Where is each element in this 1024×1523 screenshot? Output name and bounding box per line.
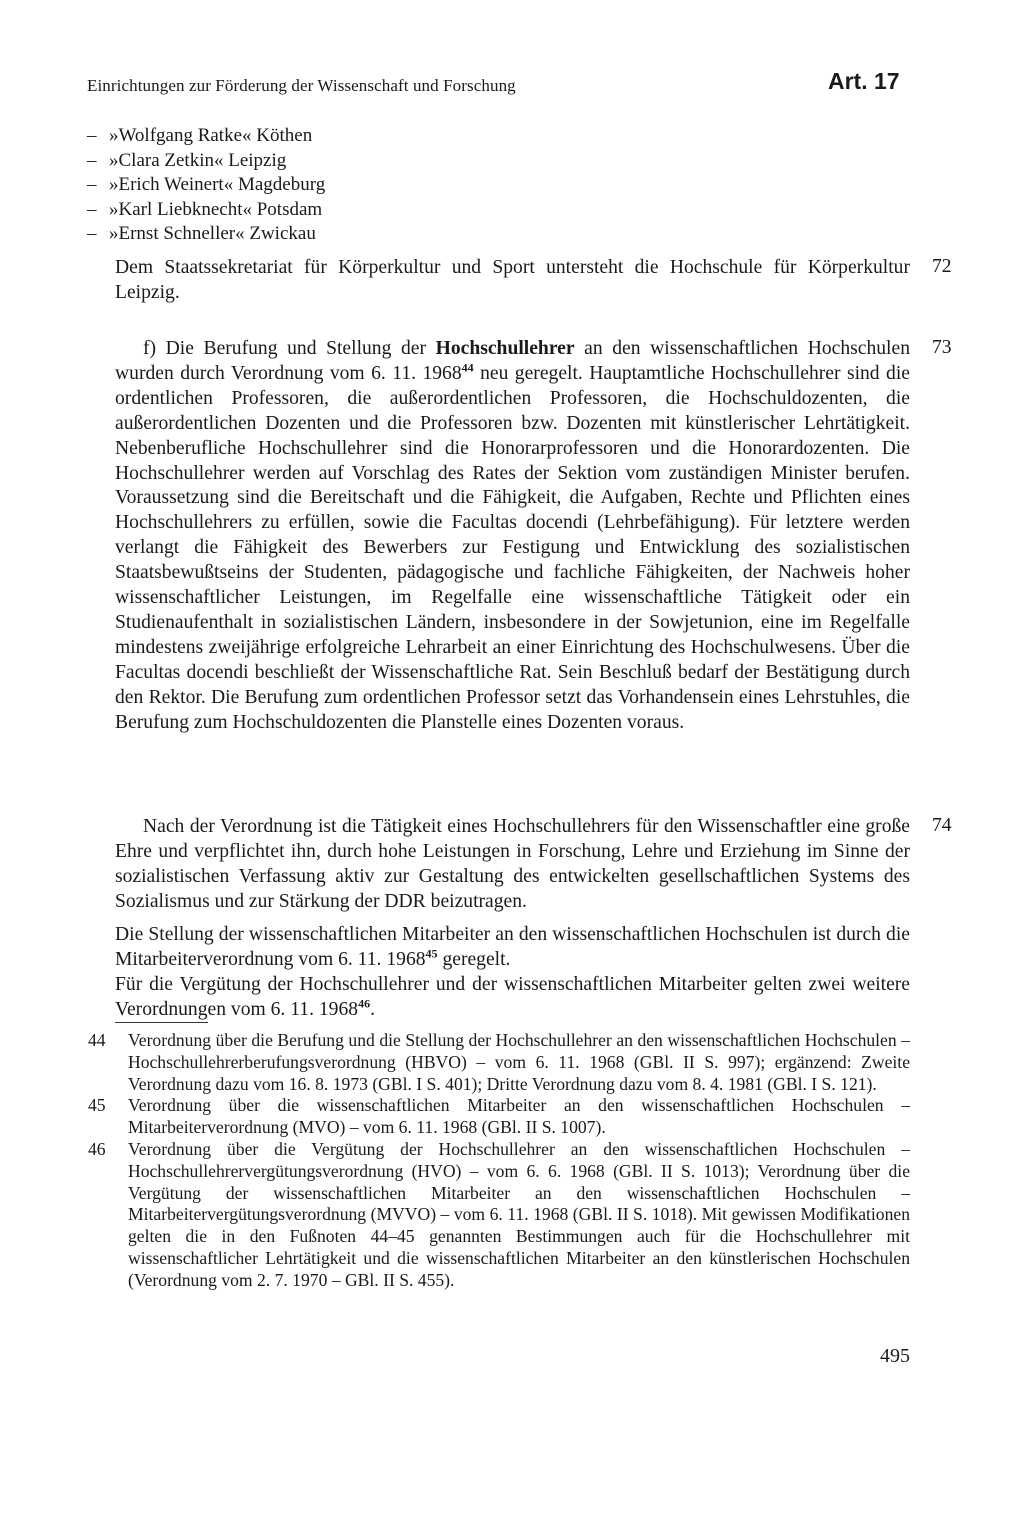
paragraph-mitarbeiter-text-b: geregelt. bbox=[437, 948, 511, 970]
list-item-text: »Erich Weinert« Magdeburg bbox=[109, 174, 326, 195]
list-item bbox=[87, 149, 325, 174]
footnote-46 bbox=[88, 1139, 910, 1292]
paragraph-verguetung-text-b: . bbox=[370, 998, 375, 1020]
list-dash: – bbox=[87, 149, 97, 171]
running-header: Einrichtungen zur Förderung der Wissenschaft und Forschung bbox=[87, 76, 516, 95]
paragraph-verguetung bbox=[115, 973, 910, 1023]
list-dash: – bbox=[87, 174, 97, 195]
paragraph-73-text-a: an den wissenschaftlichen Hochschulen wurden durch Verordnung vom 6. 11. 1968 bbox=[115, 338, 910, 384]
list-item-text: »Wolfgang Ratke« Köthen bbox=[109, 125, 313, 146]
paragraph-72: Dem Staatssekretariat für Körperkultur und Sport untersteht die Hochschule für Körperkultur Leipzig. bbox=[115, 257, 910, 303]
footnote-number: 44 bbox=[88, 1030, 106, 1050]
paragraph-mitarbeiter-text-a: Die Stellung der wissenschaftlichen Mitarbeiter an den wissenschaftlichen Hochschulen ist durch die Mitarbeiterverordnung vom 6. 11. 1968 bbox=[115, 924, 910, 970]
paragraph-74: Nach der Verordnung ist die Tätigkeit eines Hochschullehrers für den Wissenschaftler eine große Ehre und verpflichtet ihn, durch hohe Leistungen in Forschung, Lehre und Erziehung im Sinne der sozialistischen Verfassung aktiv zur Gestaltung des entwickelten gesellschaftlichen Systems des Sozialismus und zur Stärkung der DDR beizutragen. bbox=[115, 816, 910, 912]
list-item bbox=[87, 198, 325, 223]
margin-number-74: 74 bbox=[932, 815, 952, 836]
list-dash: – bbox=[87, 223, 97, 244]
footnote-text: Verordnung über die Vergütung der Hochschullehrer an den wissenschaftlichen Hochschulen – Hochschullehrervergütungsverordnung (HVO) – vom 6. 6. 1968 (GBl. II S. 1013); Verordnung über die Vergütung der wissenschaftlichen Mitarbeiter an den wissenschaftlichen Hochschulen – Mitarbeitervergütungsverordnung (MVVO) – vom 6. 11. 1968 (GBl. II S. 1018). Mit gewissen Modifikationen gelten die in den Fußnoten 44–45 genannten Bestimmungen auch für die Hochschullehrer mit wissenschaftlicher Lehrtätigkeit und die wissenschaftlichen Mitarbeiter an den künstlerischen Hochschulen (Verordnung vom 2. 7. 1970 – GBl. II S. 455). bbox=[128, 1138, 910, 1290]
paragraph-verguetung-text-a: Für die Vergütung der Hochschullehrer und der wissenschaftlichen Mitarbeiter gelten zwei weitere Verordnungen vom 6. 11. 1968 bbox=[115, 974, 910, 1020]
margin-number-73: 73 bbox=[932, 337, 952, 358]
keyword-hochschullehrer: Hochschullehrer bbox=[435, 338, 575, 359]
footnote-ref-46: 46 bbox=[358, 996, 371, 1011]
paragraph-mitarbeiter bbox=[115, 923, 910, 973]
institution-list bbox=[87, 124, 325, 247]
list-dash: – bbox=[87, 198, 97, 220]
page-number: 495 bbox=[880, 1345, 910, 1367]
footnote-separator bbox=[115, 1022, 208, 1023]
footnote-ref-44: 44 bbox=[461, 360, 474, 375]
footnotes bbox=[88, 1030, 910, 1292]
paragraph-73 bbox=[115, 337, 910, 736]
list-item-text: »Karl Liebknecht« Potsdam bbox=[109, 198, 323, 220]
margin-number-72: 72 bbox=[932, 256, 952, 277]
footnote-text: Verordnung über die wissenschaftlichen Mitarbeiter an den wissenschaftlichen Hochschulen – Mitarbeiterverordnung (MVO) – vom 6. 11. 1968 (GBl. II S. 1007). bbox=[128, 1095, 910, 1138]
list-item bbox=[87, 173, 325, 198]
list-item bbox=[87, 124, 325, 149]
footnote-44 bbox=[88, 1030, 910, 1095]
footnote-ref-45: 45 bbox=[425, 946, 438, 961]
list-item-text: »Ernst Schneller« Zwickau bbox=[109, 223, 316, 244]
list-item-text: »Clara Zetkin« Leipzig bbox=[109, 149, 287, 171]
footnote-45 bbox=[88, 1095, 910, 1139]
footnote-number: 46 bbox=[88, 1138, 106, 1159]
article-label: Art. 17 bbox=[828, 68, 900, 94]
footnote-number: 45 bbox=[88, 1095, 106, 1116]
paragraph-73-text-b: neu geregelt. Hauptamtliche Hochschullehrer sind die ordentlichen Professoren, die außerordentlichen Professoren, die Hochschuldozenten, die außerordentlichen Dozenten und die Professoren bzw. Dozenten mit künstlerischer Lehrtätigkeit. Nebenberufliche Hochschullehrer sind die Honorarprofessoren und die Honorardozenten. Die Hochschullehrer werden auf Vorschlag des Rates der Sektion vom zuständigen Minister berufen. Voraussetzung sind die Bereitschaft und die Fähigkeit, die Aufgaben, Rechte und Pflichten eines Hochschullehrers zu erfüllen, sowie die Facultas docendi (Lehrbefähigung). Für letztere werden verlangt die Fähigkeit des Bewerbers zur Festigung und Entwicklung des sozialistischen Staatsbewußtseins der Studenten, pädagogische und fachliche Fähigkeiten, der Nachweis hoher wissenschaftlicher Leistungen, im Regelfalle eine wissenschaftliche Tätigkeit oder ein Studienaufenthalt in sozialistischen Ländern, insbesondere in der Sowjetunion, eine im Regelfalle mindestens zweijährige erfolgreiche Lehrarbeit an einer Einrichtung des Hochschulwesens. Über die Facultas docendi beschließt der Wissenschaftliche Rat. Sein Beschluß bedarf der Bestätigung durch den Rektor. Die Berufung zum ordentlichen Professor setzt das Vorhandensein eines Lehrstuhles, die Berufung zum Hochschuldozenten die Planstelle eines Dozenten voraus. bbox=[115, 362, 910, 733]
list-dash: – bbox=[87, 125, 97, 146]
paragraph-73-lead: f) Die Berufung und Stellung der bbox=[143, 338, 436, 359]
footnote-text: Verordnung über die Berufung und die Stellung der Hochschullehrer an den wissenschaftlichen Hochschulen – Hochschullehrerberufungsverordnung (HBVO) – vom 6. 11. 1968 (GBl. II S. 997); ergänzend: Zweite Verordnung dazu vom 16. 8. 1973 (GBl. I S. 401); Dritte Verordnung dazu vom 8. 4. 1981 (GBl. I S. 121). bbox=[128, 1030, 910, 1094]
list-item bbox=[87, 222, 325, 247]
